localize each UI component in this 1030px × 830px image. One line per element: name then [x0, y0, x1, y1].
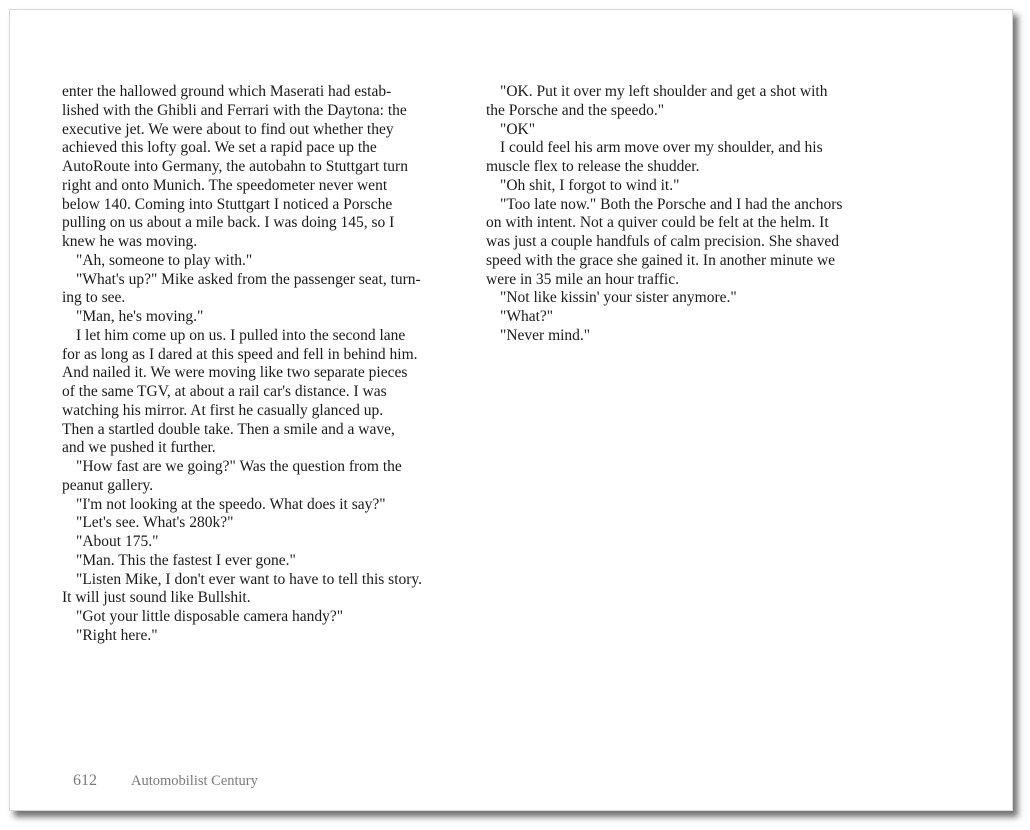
page-footer [73, 772, 258, 790]
paragraph: "OK. Put it over my left shoulder and get a shot with the Porsche and the speedo." [486, 83, 828, 119]
paragraph: I let him come up on us. I pulled into the second lane for as long as I dared at this speed and fell in behind him. And nailed it. We were moving like two separate pieces of the same TGV, at about a rail car's distance. I was watching his mirror. At first he casually glanced up. Then a startled double take. Then a smile and a wave, and we pushed it further. [62, 326, 418, 457]
paragraph: "About 175." [76, 533, 159, 550]
paragraph: "Listen Mike, I don't ever want to have to tell this story. It will just sound like Bullshit. [62, 570, 423, 607]
paragraph: "Let's see. What's 280k?" [76, 514, 234, 532]
running-title: Automobilist Century [131, 773, 258, 789]
paragraph: "Never mind." [500, 326, 591, 344]
paragraph: enter the hallowed ground which Maserati had estab- lished with the Ghibli and Ferrari with the Daytona: the executive jet. We were about to find out whether they achieved this lofty goal. We set a rapid pace up the AutoRoute into Germany, the autobahn to Stuttgart turn right and onto Munich. The speedometer never went below 140. Coming into Stuttgart I noticed a Porsche pulling on us about a mile back. I was doing 145, so I knew he was moving. [62, 83, 408, 250]
paragraph: "Man. This the fastest I ever gone." [76, 551, 296, 569]
paragraph: "Got your little disposable camera handy?" [76, 608, 344, 625]
right-text-column [486, 83, 881, 346]
paragraph: "What?" [500, 308, 554, 325]
paragraph: "Right here." [76, 626, 158, 644]
paragraph: "OK" [500, 120, 536, 138]
paragraph: "Oh shit, I forgot to wind it." [500, 176, 680, 194]
paragraph: "How fast are we going?" Was the question from the peanut gallery. [62, 458, 402, 494]
paragraph: "Man, he's moving." [76, 308, 204, 325]
page-number: 612 [73, 772, 97, 789]
paragraph: "Not like kissin' your sister anymore." [500, 289, 737, 307]
paragraph: "What's up?" Mike asked from the passenger seat, turn- ing to see. [62, 270, 421, 307]
left-text-column [62, 83, 462, 646]
paragraph: I could feel his arm move over my shoulder, and his muscle flex to release the shudder. [486, 139, 823, 175]
paragraph: "Ah, someone to play with." [76, 251, 253, 269]
book-page [9, 9, 1013, 811]
paragraph: "Too late now." Both the Porsche and I had the anchors on with intent. Not a quiver could be felt at the helm. It was just a couple handfuls of calm precision. She shaved speed with the grace she gained it. In another minute we were in 35 mile an hour traffic. [486, 195, 843, 288]
paragraph: "I'm not looking at the speedo. What does it say?" [76, 495, 386, 513]
